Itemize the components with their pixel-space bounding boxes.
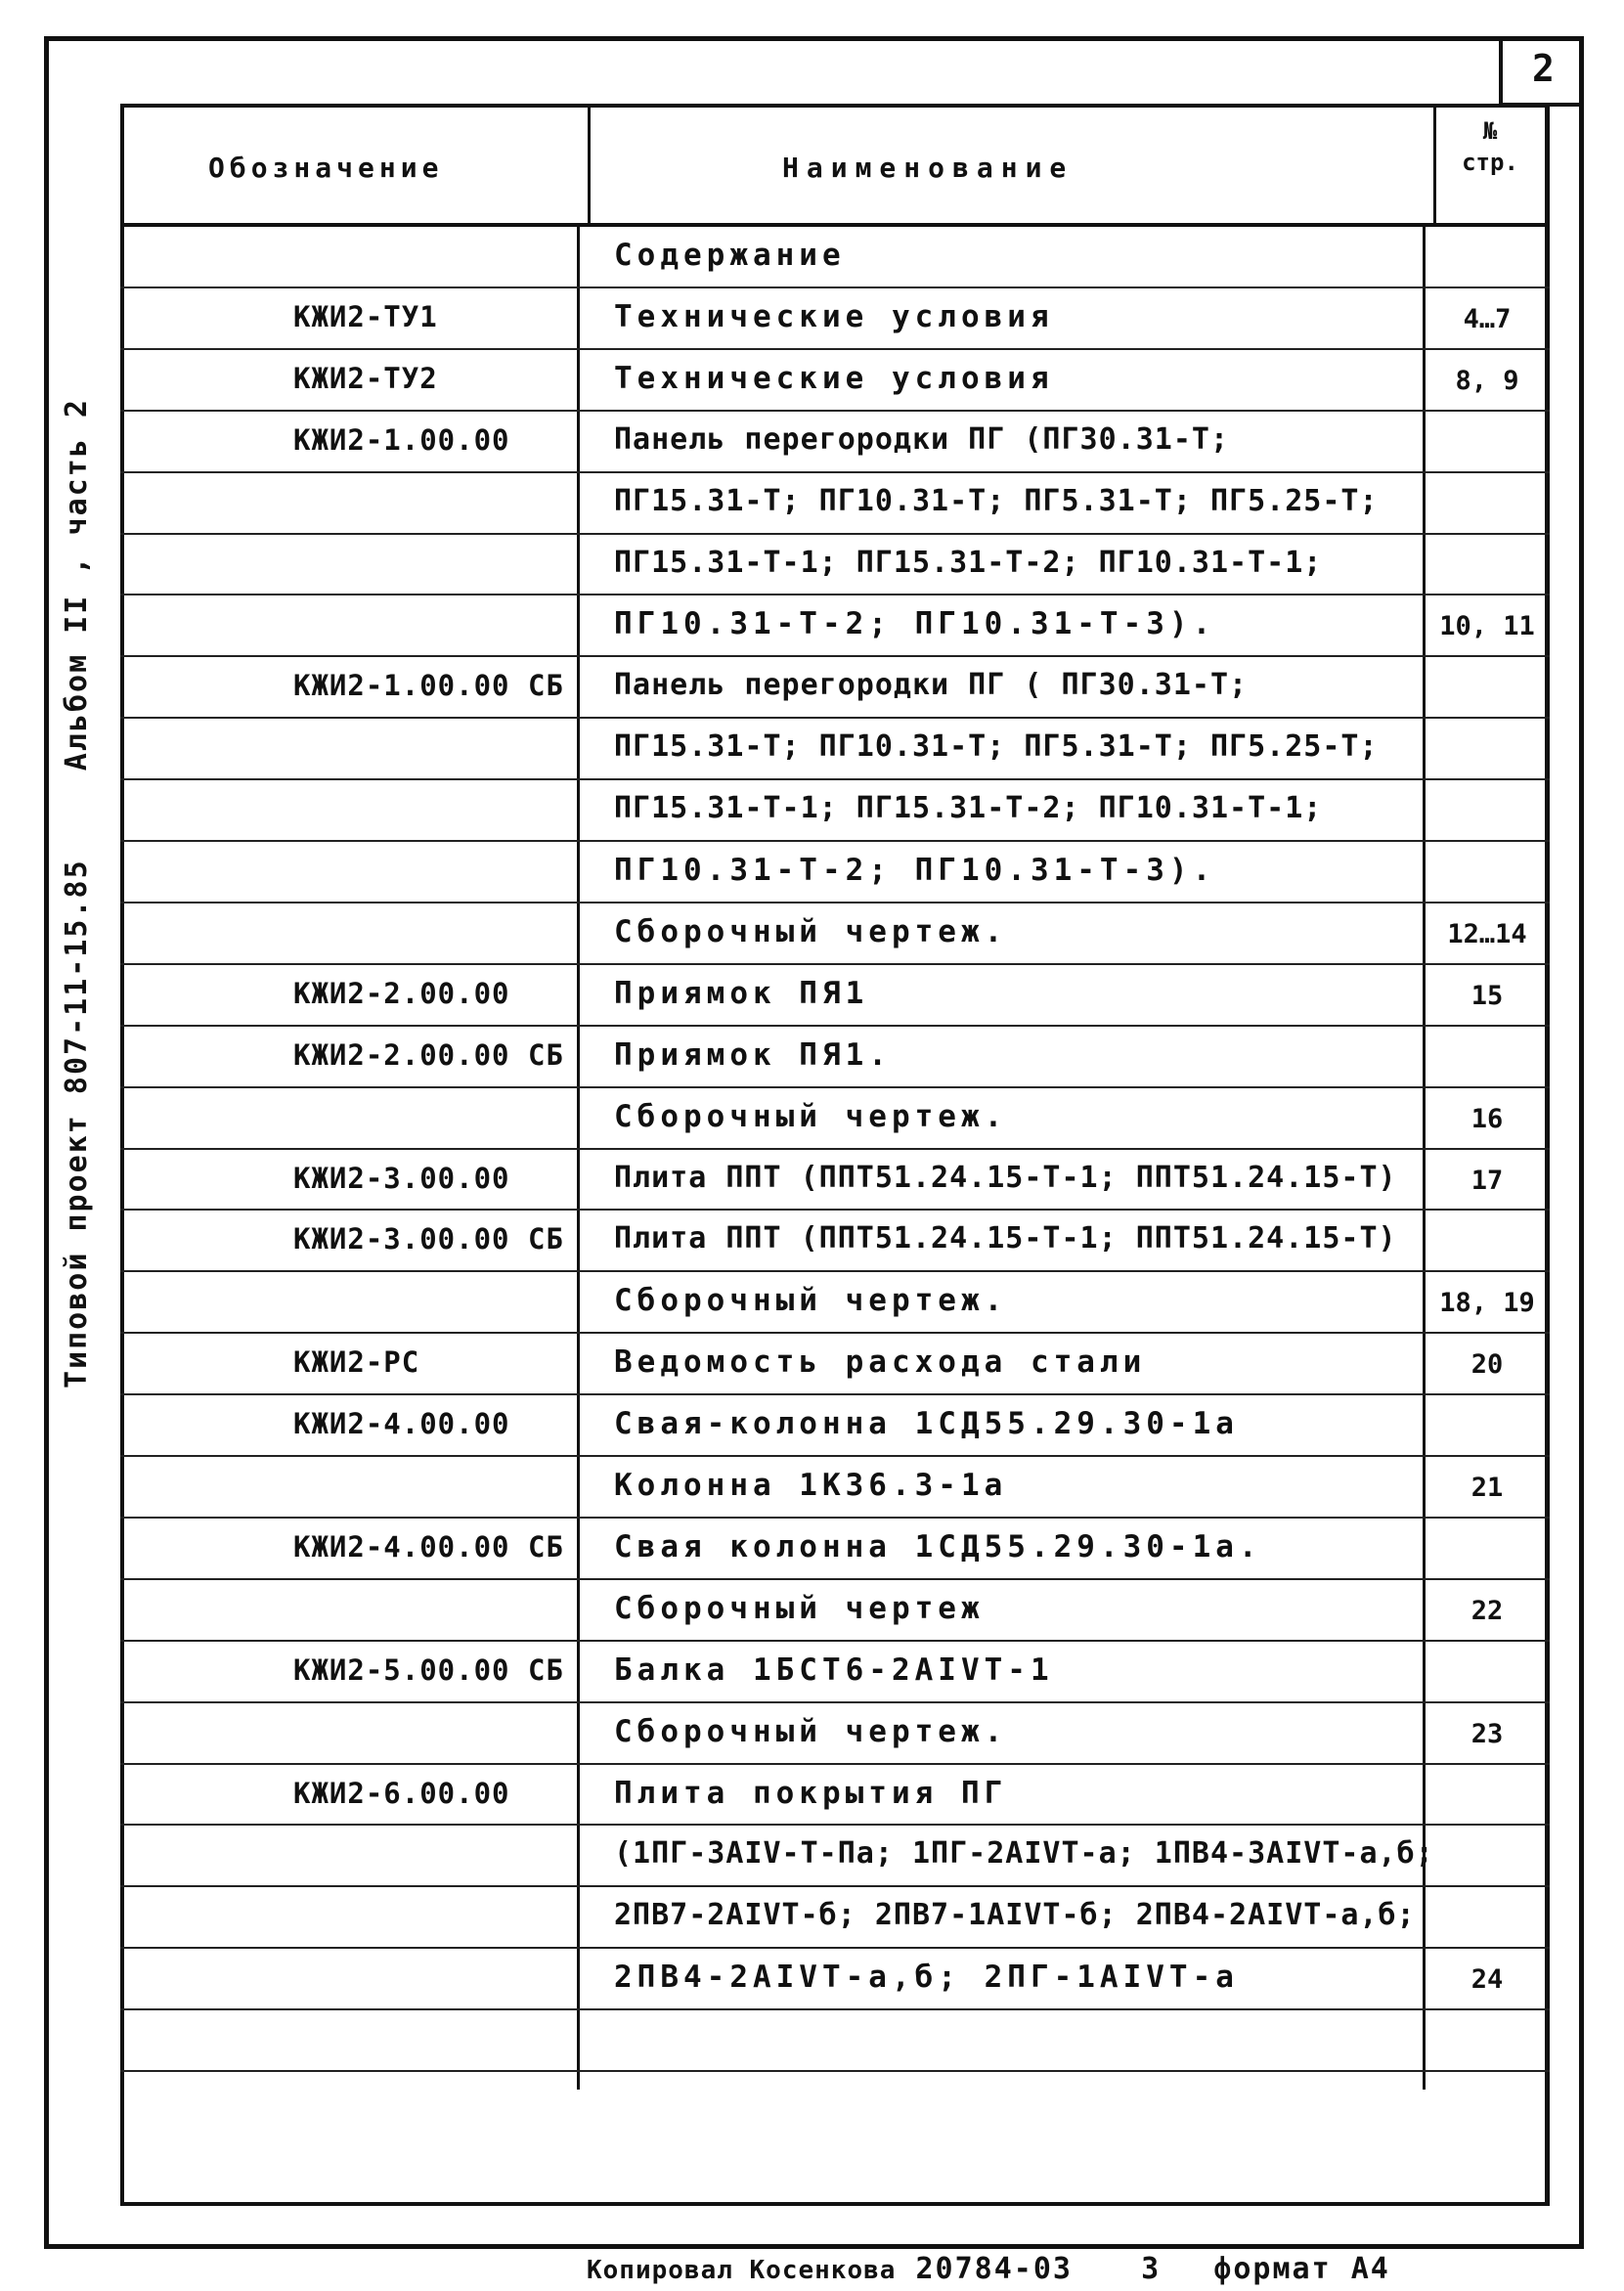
row-name: Сборочный чертеж. <box>614 1098 1008 1134</box>
row-divider <box>120 1455 1550 1457</box>
row-page: 20 <box>1470 1349 1504 1381</box>
row-divider <box>120 2070 1550 2072</box>
footer <box>587 2252 1390 2286</box>
row-divider <box>120 594 1550 595</box>
row-divider <box>120 410 1550 412</box>
row-name: Приямок ПЯ1 <box>614 975 869 1011</box>
row-name: Содержание <box>614 238 846 273</box>
row-name: Технические условия <box>614 360 1054 396</box>
row-divider <box>120 348 1550 350</box>
row-divider <box>120 1578 1550 1580</box>
row-name: Приямок ПЯ1. <box>614 1036 892 1073</box>
row-name: ПГ10.31-Т-2; ПГ10.31-Т-3). <box>614 606 1216 642</box>
row-name: Панель перегородки ПГ (ПГ30.31-Т; <box>614 421 1230 457</box>
row-name: ПГ15.31-Т; ПГ10.31-Т; ПГ5.31-Т; ПГ5.25-Т; <box>614 729 1379 765</box>
row-name: ПГ15.31-Т; ПГ10.31-Т; ПГ5.31-Т; ПГ5.25-Т; <box>614 483 1379 518</box>
row-divider <box>120 655 1550 657</box>
row-divider <box>120 1086 1550 1088</box>
row-name: (1ПГ-3АIV-Т-Па; 1ПГ-2АIVТ-а; 1ПВ4-3АIVТ-а,б; <box>614 1836 1434 1872</box>
row-designation: КЖИ2-2.00.00 <box>293 976 510 1010</box>
row-divider <box>120 840 1550 842</box>
row-designation: КЖИ2-3.00.00 <box>293 1161 510 1195</box>
row-designation: КЖИ2-1.00.00 <box>293 422 510 457</box>
row-page: 23 <box>1470 1718 1504 1749</box>
row-name: 2ПВ7-2АIVТ-б; 2ПВ7-1АIVТ-б; 2ПВ4-2АIVТ-а,б; <box>614 1898 1416 1933</box>
header-page-no-symbol: № <box>1482 117 1498 145</box>
row-divider <box>120 1701 1550 1703</box>
row-divider <box>120 1763 1550 1765</box>
row-name: Сборочный чертеж. <box>614 1283 1008 1319</box>
row-page: 22 <box>1470 1595 1504 1626</box>
row-page: 18, 19 <box>1439 1288 1535 1319</box>
row-divider <box>120 1393 1550 1395</box>
row-name: ПГ10.31-Т-2; ПГ10.31-Т-3). <box>614 853 1216 888</box>
footer-copied-by: Копировал Косенкова <box>587 2256 897 2285</box>
column-divider-designation-body <box>577 225 580 2090</box>
row-designation: КЖИ2-3.00.00 СБ <box>293 1222 564 1256</box>
row-divider <box>120 902 1550 903</box>
side-stamp-project: Типовой проект 807-11-15.85 <box>60 859 94 1388</box>
page-number: 2 <box>1499 36 1584 107</box>
row-name: ПГ15.31-Т-1; ПГ15.31-Т-2; ПГ10.31-Т-1; <box>614 545 1323 580</box>
row-name: Сборочный чертеж <box>614 1590 985 1626</box>
row-designation: КЖИ2-4.00.00 <box>293 1407 510 1441</box>
row-divider <box>120 1209 1550 1211</box>
header-page-no-label: стр. <box>1462 149 1518 176</box>
row-designation: КЖИ2-ТУ1 <box>293 299 438 333</box>
row-name: Ведомость расхода стали <box>614 1344 1147 1381</box>
row-page: 12…14 <box>1447 918 1527 949</box>
row-page: 21 <box>1470 1473 1504 1503</box>
row-divider <box>120 1025 1550 1027</box>
row-page: 17 <box>1470 1165 1504 1196</box>
row-divider <box>120 533 1550 535</box>
row-name: ПГ15.31-Т-1; ПГ15.31-Т-2; ПГ10.31-Т-1; <box>614 791 1323 826</box>
row-page: 24 <box>1470 1964 1504 1996</box>
header-divider <box>120 223 1550 227</box>
row-page: 8, 9 <box>1455 365 1519 396</box>
row-name: Свая-колонна 1СД55.29.30-1а <box>614 1406 1239 1442</box>
row-name: Панель перегородки ПГ ( ПГ30.31-Т; <box>614 668 1249 703</box>
header-designation: Обозначение <box>208 152 444 184</box>
row-divider <box>120 286 1550 288</box>
row-page: 4…7 <box>1463 303 1512 334</box>
row-divider <box>120 963 1550 965</box>
row-divider <box>120 1640 1550 1642</box>
row-designation: КЖИ2-ТУ2 <box>293 361 438 395</box>
row-name: Технические условия <box>614 298 1054 334</box>
row-divider <box>120 1824 1550 1826</box>
row-divider <box>120 1332 1550 1334</box>
row-designation: КЖИ2-РС <box>293 1345 420 1380</box>
column-divider-designation <box>588 108 591 225</box>
row-designation: КЖИ2-4.00.00 СБ <box>293 1529 564 1564</box>
row-name: Плита ППТ (ППТ51.24.15-Т-1; ППТ51.24.15-Т) <box>614 1160 1397 1195</box>
footer-doc-number: 20784-03 <box>915 2252 1073 2286</box>
footer-sheet: 3 <box>1141 2252 1162 2286</box>
row-name: Колонна 1К36.3-1а <box>614 1468 1008 1503</box>
row-designation: КЖИ2-6.00.00 <box>293 1776 510 1810</box>
row-divider <box>120 1517 1550 1519</box>
header-page-no <box>1437 115 1543 178</box>
row-name: Свая колонна 1СД55.29.30-1а. <box>614 1528 1262 1564</box>
row-page: 16 <box>1470 1103 1504 1134</box>
row-divider <box>120 1148 1550 1150</box>
row-divider <box>120 717 1550 719</box>
row-name: Плита ППТ (ППТ51.24.15-Т-1; ППТ51.24.15-Т) <box>614 1221 1397 1256</box>
header-name: Наименование <box>782 152 1075 184</box>
row-divider <box>120 778 1550 780</box>
contents-table <box>120 104 1550 2206</box>
row-divider <box>120 1947 1550 1949</box>
row-designation: КЖИ2-1.00.00 СБ <box>293 669 564 703</box>
column-divider-page <box>1433 108 1436 225</box>
row-page: 10, 11 <box>1439 611 1535 642</box>
row-name: Сборочный чертеж. <box>614 913 1008 949</box>
row-divider <box>120 471 1550 473</box>
row-name: Балка 1БСТ6-2АIVТ-1 <box>614 1652 1054 1688</box>
row-divider <box>120 2008 1550 2010</box>
row-page: 15 <box>1470 980 1504 1011</box>
side-stamp-album: Альбом II , часть 2 <box>60 398 94 771</box>
row-divider <box>120 1885 1550 1887</box>
row-name: Сборочный чертеж. <box>614 1713 1008 1749</box>
row-divider <box>120 1270 1550 1272</box>
row-designation: КЖИ2-2.00.00 СБ <box>293 1037 564 1072</box>
row-designation: КЖИ2-5.00.00 СБ <box>293 1652 564 1687</box>
footer-format: формат А4 <box>1213 2252 1390 2286</box>
row-name: 2ПВ4-2АIVТ-а,б; 2ПГ-1АIVТ-а <box>614 1960 1239 1996</box>
row-name: Плита покрытия ПГ <box>614 1775 1008 1811</box>
column-divider-page-body <box>1423 225 1426 2090</box>
